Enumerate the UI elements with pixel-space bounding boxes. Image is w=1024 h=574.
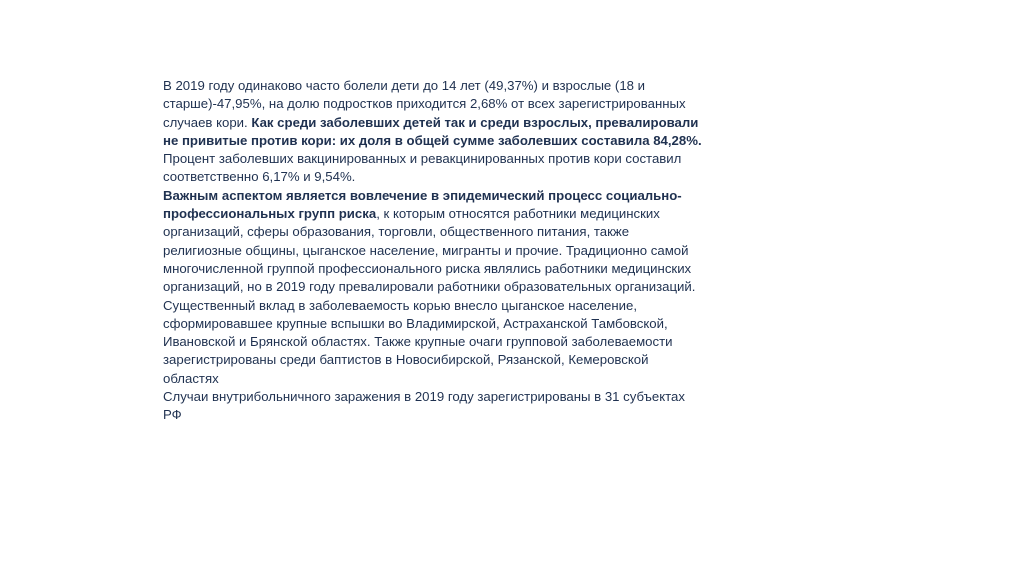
unvaccinated-share-text: Как среди заболевших детей так и среди взрослых, превалировали не привитые против кори: их доля в общей сумме заболевших составила 84,28%. bbox=[163, 114, 702, 148]
risk-groups-text: , к которым относятся работники медицинских организаций, сферы образования, торговли, общественного питания, также религиозные общины, цыганское население, мигранты и прочие. Традиционно самой многочисленной группой профессионального риска являлись работники медицинских организаций, но в 2019 году превалировали работники образовательных организаций. bbox=[163, 206, 696, 295]
risk-groups-heading-text: Важным аспектом является вовлечение в эпидемический процесс социально-профессиональных групп риска bbox=[163, 187, 682, 222]
vaccinated-share-text: Процент заболевших вакцинированных и ревакцинированных против кори составил соответственно 6,17% и 9,54%. bbox=[163, 151, 682, 185]
paragraph-risk-groups bbox=[163, 187, 703, 297]
body-text bbox=[163, 77, 703, 425]
age-groups-text: В 2019 году одинаково часто болели дети до 14 лет (49,37%) и взрослые (18 и старше)-47,95%, на долю подростков приходится 2,68% от всех зарегистрированных случаев кори. bbox=[163, 78, 686, 130]
paragraph-age-groups bbox=[163, 77, 703, 187]
paragraph-outbreaks: Существенный вклад в заболеваемость корью внесло цыганское население, сформировавшее крупные вспышки во Владимирской, Астраханской Тамбовской, Ивановской и Брянской областях. Также крупные очаги групповой заболеваемости зарегистрированы среди баптистов в Новосибирской, Рязанской, Кемеровской областях bbox=[163, 297, 673, 386]
paragraph-nosocomial: Случаи внутрибольничного заражения в 2019 году зарегистрированы в 31 субъектах РФ bbox=[163, 389, 685, 423]
